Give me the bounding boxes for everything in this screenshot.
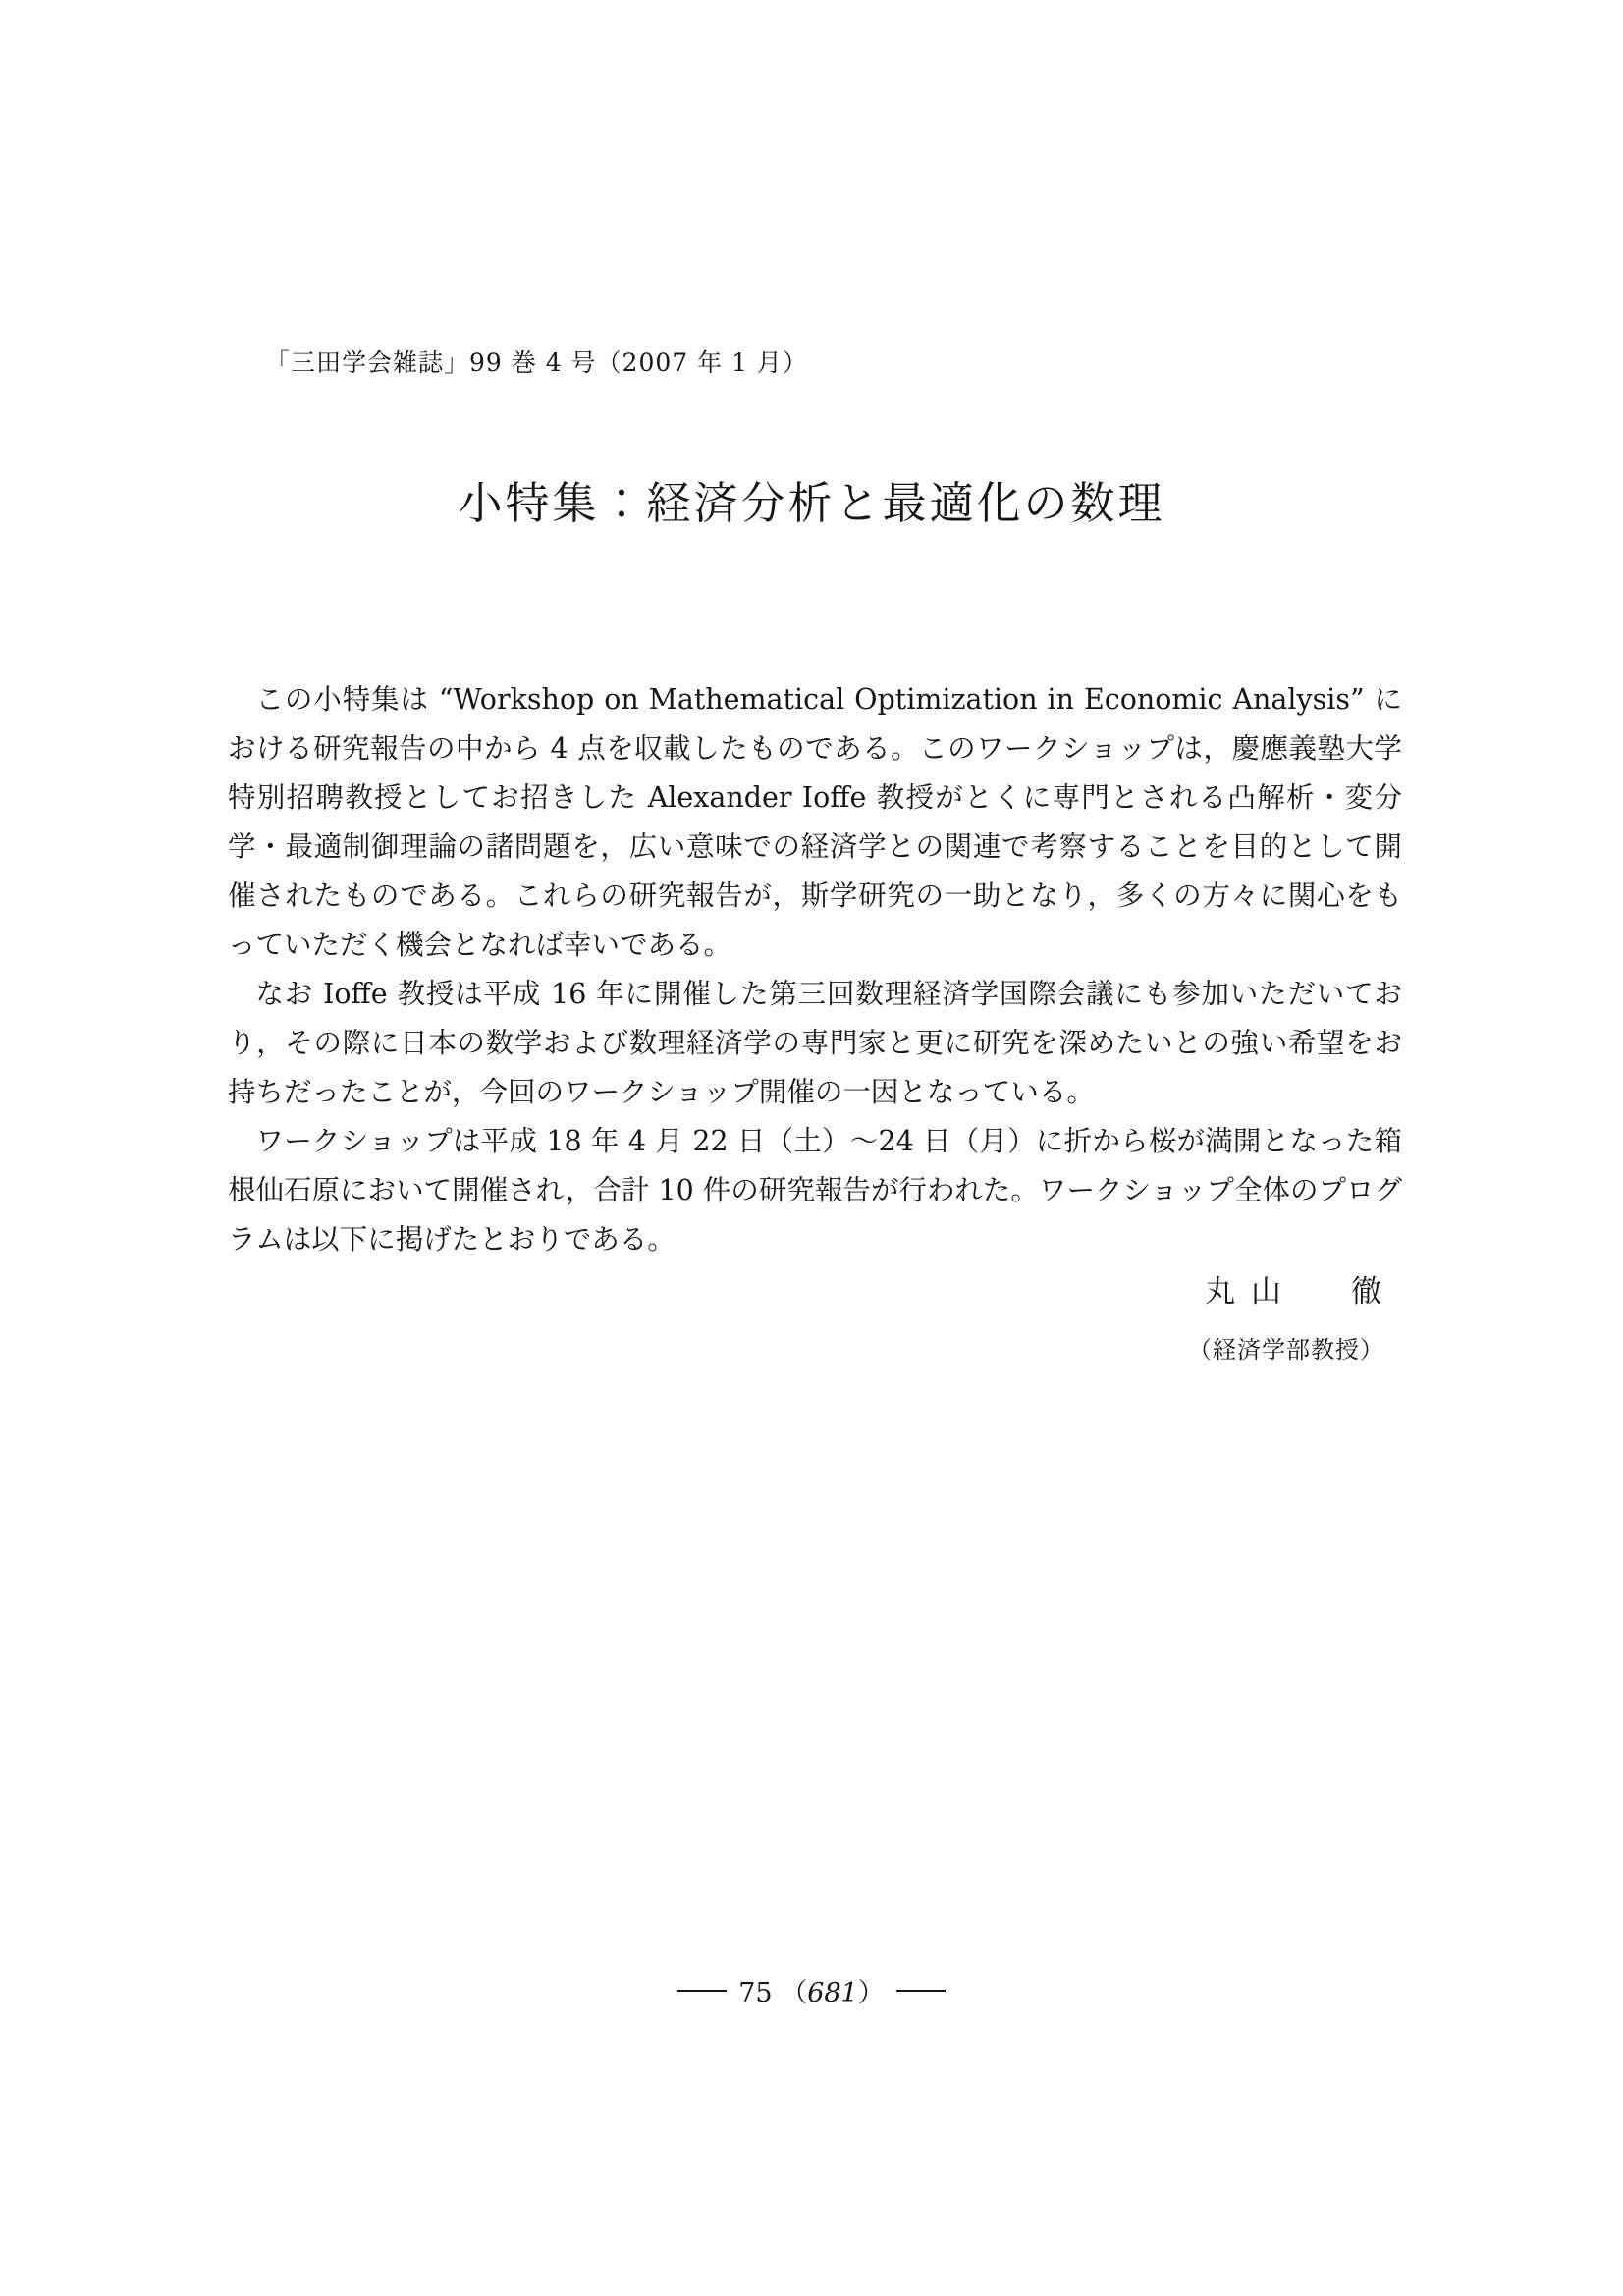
journal-header: 「三田学会雑誌」99 巻 4 号（2007 年 1 月） xyxy=(265,348,808,377)
folio-paren-open: （ xyxy=(781,1978,808,2008)
page-title: 小特集：経済分析と最適化の数理 xyxy=(458,477,1165,529)
footer-left-rule xyxy=(677,1990,727,1992)
signature-block xyxy=(1188,1266,1384,1364)
paragraph-2: なお Ioffe 教授は平成 16 年に開催した第三回数理経済学国際会議にも参加いただいており，その際に日本の数学および数理経済学の専門家と更に研究を深めたいとの強い希望をお持ちだったことが，今回のワークショップ開催の一因となっている。 xyxy=(228,978,1402,1108)
author-affiliation: （経済学部教授） xyxy=(1188,1336,1384,1363)
body-text xyxy=(228,675,1402,1264)
page-footer xyxy=(0,1971,1623,2009)
folio-number: 681 xyxy=(807,1978,858,2008)
paragraph-3: ワークショップは平成 18 年 4 月 22 日（土）〜24 日（月）に折から桜が満開となった箱根仙石原において開催され，合計 10 件の研究報告が行われた。ワークショップ全体のプログラムは以下に掲げたとおりである。 xyxy=(228,1125,1402,1255)
folio-paren-close: ） xyxy=(857,1978,885,2008)
author-name: 丸 山 徹 xyxy=(1205,1274,1384,1309)
footer-right-rule xyxy=(896,1990,946,1992)
page-number: 75 xyxy=(738,1978,773,2008)
paragraph-1: この小特集は “Workshop on Mathematical Optimization in Economic Analysis” における研究報告の中から 4 点を収載したものである。このワークショップは，慶應義塾大学特別招聘教授としてお招きした Alexander Ioffe 教授がとくに専門とされる凸解析・変分学・最適制御理論の諸問題を，広い意味での経済学との関連で考察することを目的として開催されたものである。これらの研究報告が，斯学研究の一助となり，多くの方々に関心をもっていただく機会となれば幸いである。 xyxy=(228,683,1402,961)
page-number-group xyxy=(738,1971,885,2009)
